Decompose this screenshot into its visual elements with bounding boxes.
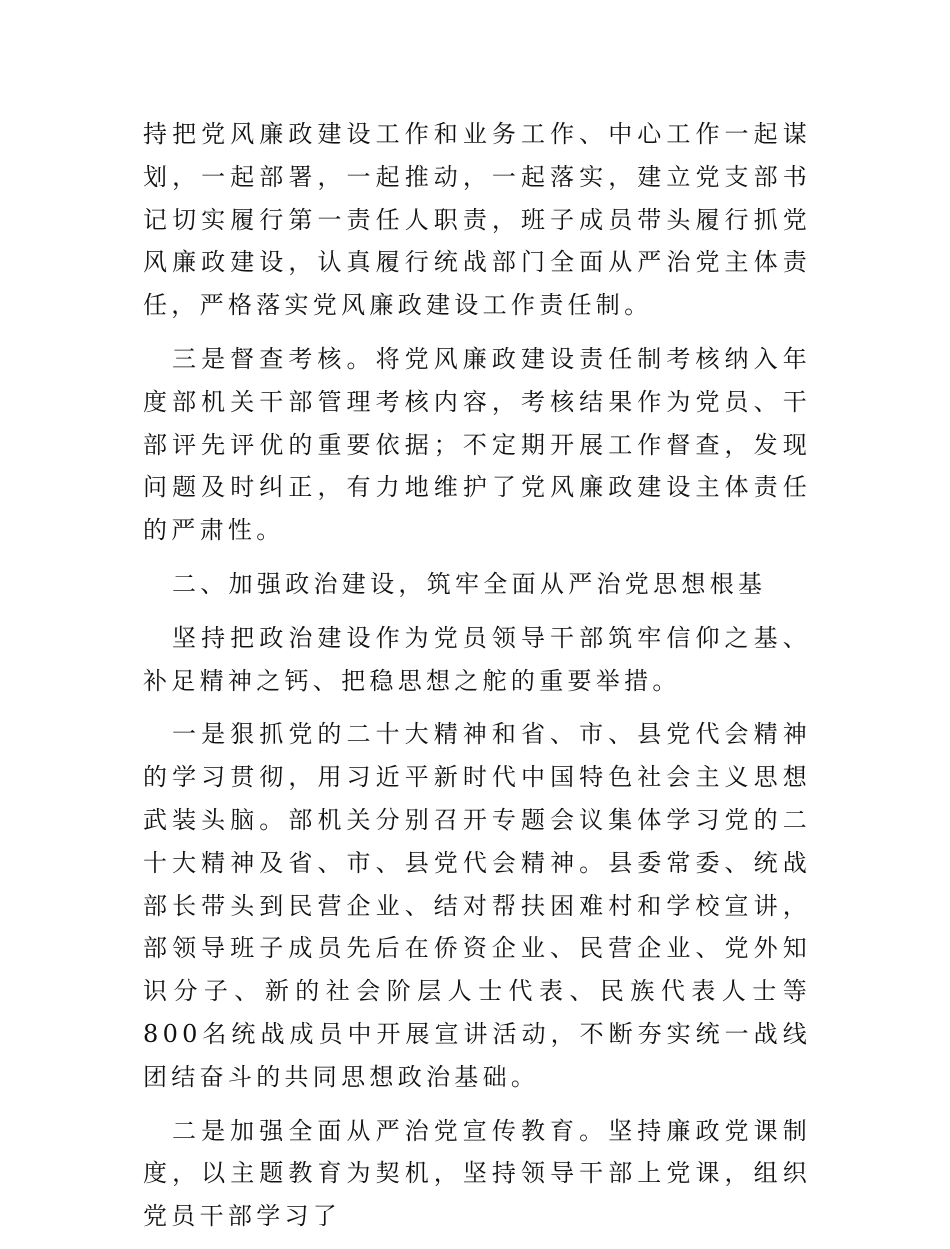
paragraph-responsibility-continued: 持把党风廉政建设工作和业务工作、中心工作一起谋划，一起部署，一起推动，一起落实，建立党支部书记切实履行第一责任人职责，班子成员带头履行抓党风廉政建设，认真履行统战部门全面从严治党主体责任，严格落实党风廉政建设工作责任制。 [143,120,811,320]
section-heading-political-construction: 二、加强政治建设，筑牢全面从严治党思想根基 [172,569,767,598]
paragraph-political-construction-intro: 坚持把政治建设作为党员领导干部筑牢信仰之基、补足精神之钙、把稳思想之舵的重要举措。 [143,623,811,695]
paragraph-supervision-assessment: 三是督查考核。将党风廉政建设责任制考核纳入年度部机关干部管理考核内容，考核结果作为党员、干部评先评优的重要依据；不定期开展工作督查，发现问题及时纠正，有力地维护了党风廉政建设主体责任的严肃性。 [143,344,811,545]
document-body [143,113,811,1249]
paragraph-publicity-education: 二是加强全面从严治党宣传教育。坚持廉政党课制度，以主题教育为契机，坚持领导干部上党课，组织党员干部学习了 [143,1116,811,1231]
paragraph-study-congress-spirit: 一是狠抓党的二十大精神和省、市、县党代会精神的学习贯彻，用习近平新时代中国特色社会主义思想武装头脑。部机关分别召开专题会议集体学习党的二十大精神及省、市、县党代会精神。县委常委、统战部长带头到民营企业、结对帮扶困难村和学校宣讲，部领导班子成员先后在侨资企业、民营企业、党外知识分子、新的社会阶层人士代表、民族代表人士等800名统战成员中开展宣讲活动，不断夯实统一战线团结奋斗的共同思想政治基础。 [143,720,811,1091]
